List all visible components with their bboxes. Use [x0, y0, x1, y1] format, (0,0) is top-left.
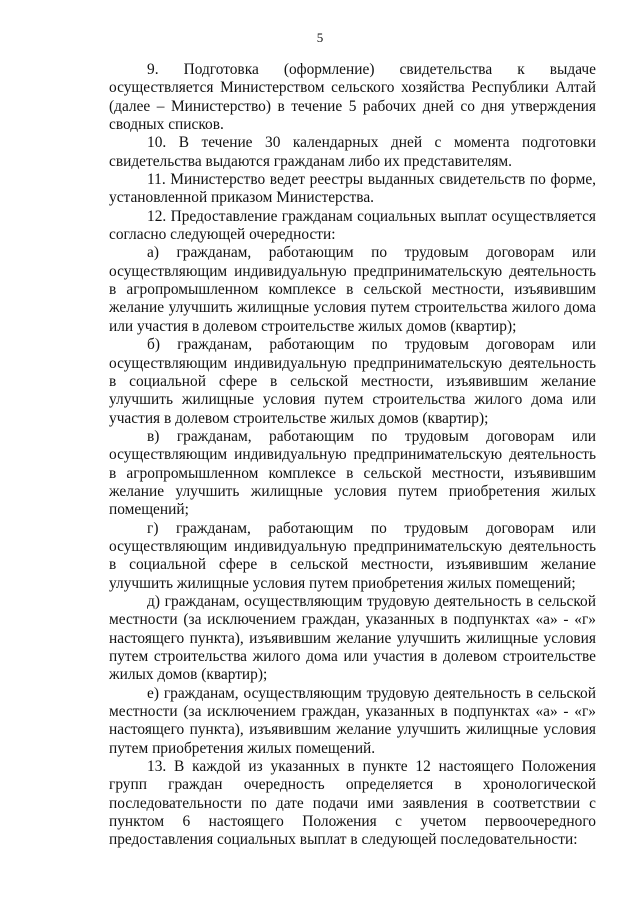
paragraph-11: 11. Министерство ведет реестры выданных свидетельств по форме, установленной приказом Министерства.: [109, 171, 596, 207]
page-number: 5: [316, 30, 324, 45]
paragraph-10: 10. В течение 30 календарных дней с момента подготовки свидетельства выдаются гражданам либо их представителям.: [109, 134, 596, 170]
subparagraph-v: в) гражданам, работающим по трудовым договорам или осуществляющим индивидуальную предпринимательскую деятельность в агропромышленном комплексе в сельской местности, изъявившим желание улучшить жилищные условия путем приобретения жилых помещений;: [109, 427, 596, 519]
subparagraph-g: г) гражданам, работающим по трудовым договорам или осуществляющим индивидуальную предпринимательскую деятельность в социальной сфере в сельской местности, изъявившим желание улучшить жилищные условия путем приобретения жилых помещений;: [109, 519, 596, 592]
subparagraph-b: б) гражданам, работающим по трудовым договорам или осуществляющим индивидуальную предпринимательскую деятельность в социальной сфере в сельской местности, изъявившим желание улучшить жилищные условия путем строительства жилого дома или участия в долевом строительстве жилых домов (квартир);: [109, 336, 596, 427]
subparagraph-a: а) гражданам, работающим по трудовым договорам или осуществляющим индивидуальную предпринимательскую деятельность в агропромышленном комплексе в сельской местности, изъявившим желание улучшить жилищные условия путем строительства жилого дома или участия в долевом строительстве жилых домов (квартир);: [109, 244, 596, 335]
document-body: [109, 61, 596, 850]
subparagraph-d: д) гражданам, осуществляющим трудовую деятельность в сельской местности (за исключением граждан, указанных в подпунктах «а» - «г» настоящего пункта), изъявившим желание улучшить жилищные условия путем строительства жилого дома или участия в долевом строительстве жилых домов (квартир);: [109, 592, 596, 684]
subparagraph-e: е) гражданам, осуществляющим трудовую деятельность в сельской местности (за исключением граждан, указанных в подпунктах «а» - «г» настоящего пункта), изъявившим желание улучшить жилищные условия путем приобретения жилых помещений.: [109, 684, 596, 757]
paragraph-12: 12. Предоставление гражданам социальных выплат осуществляется согласно следующей очередности:: [109, 207, 596, 244]
paragraph-13: 13. В каждой из указанных в пункте 12 настоящего Положения групп граждан очередность определяется в хронологической последовательности по дате подачи ими заявления в соответствии с пунктом 6 настоящего Положения с учетом первоочередного предоставления социальных выплат в следующей последовательности:: [109, 758, 596, 849]
paragraph-9: 9. Подготовка (оформление) свидетельства к выдаче осуществляется Министерством сельского хозяйства Республики Алтай (далее – Министерство) в течение 5 рабочих дней со дня утверждения сводных списков.: [109, 61, 596, 134]
